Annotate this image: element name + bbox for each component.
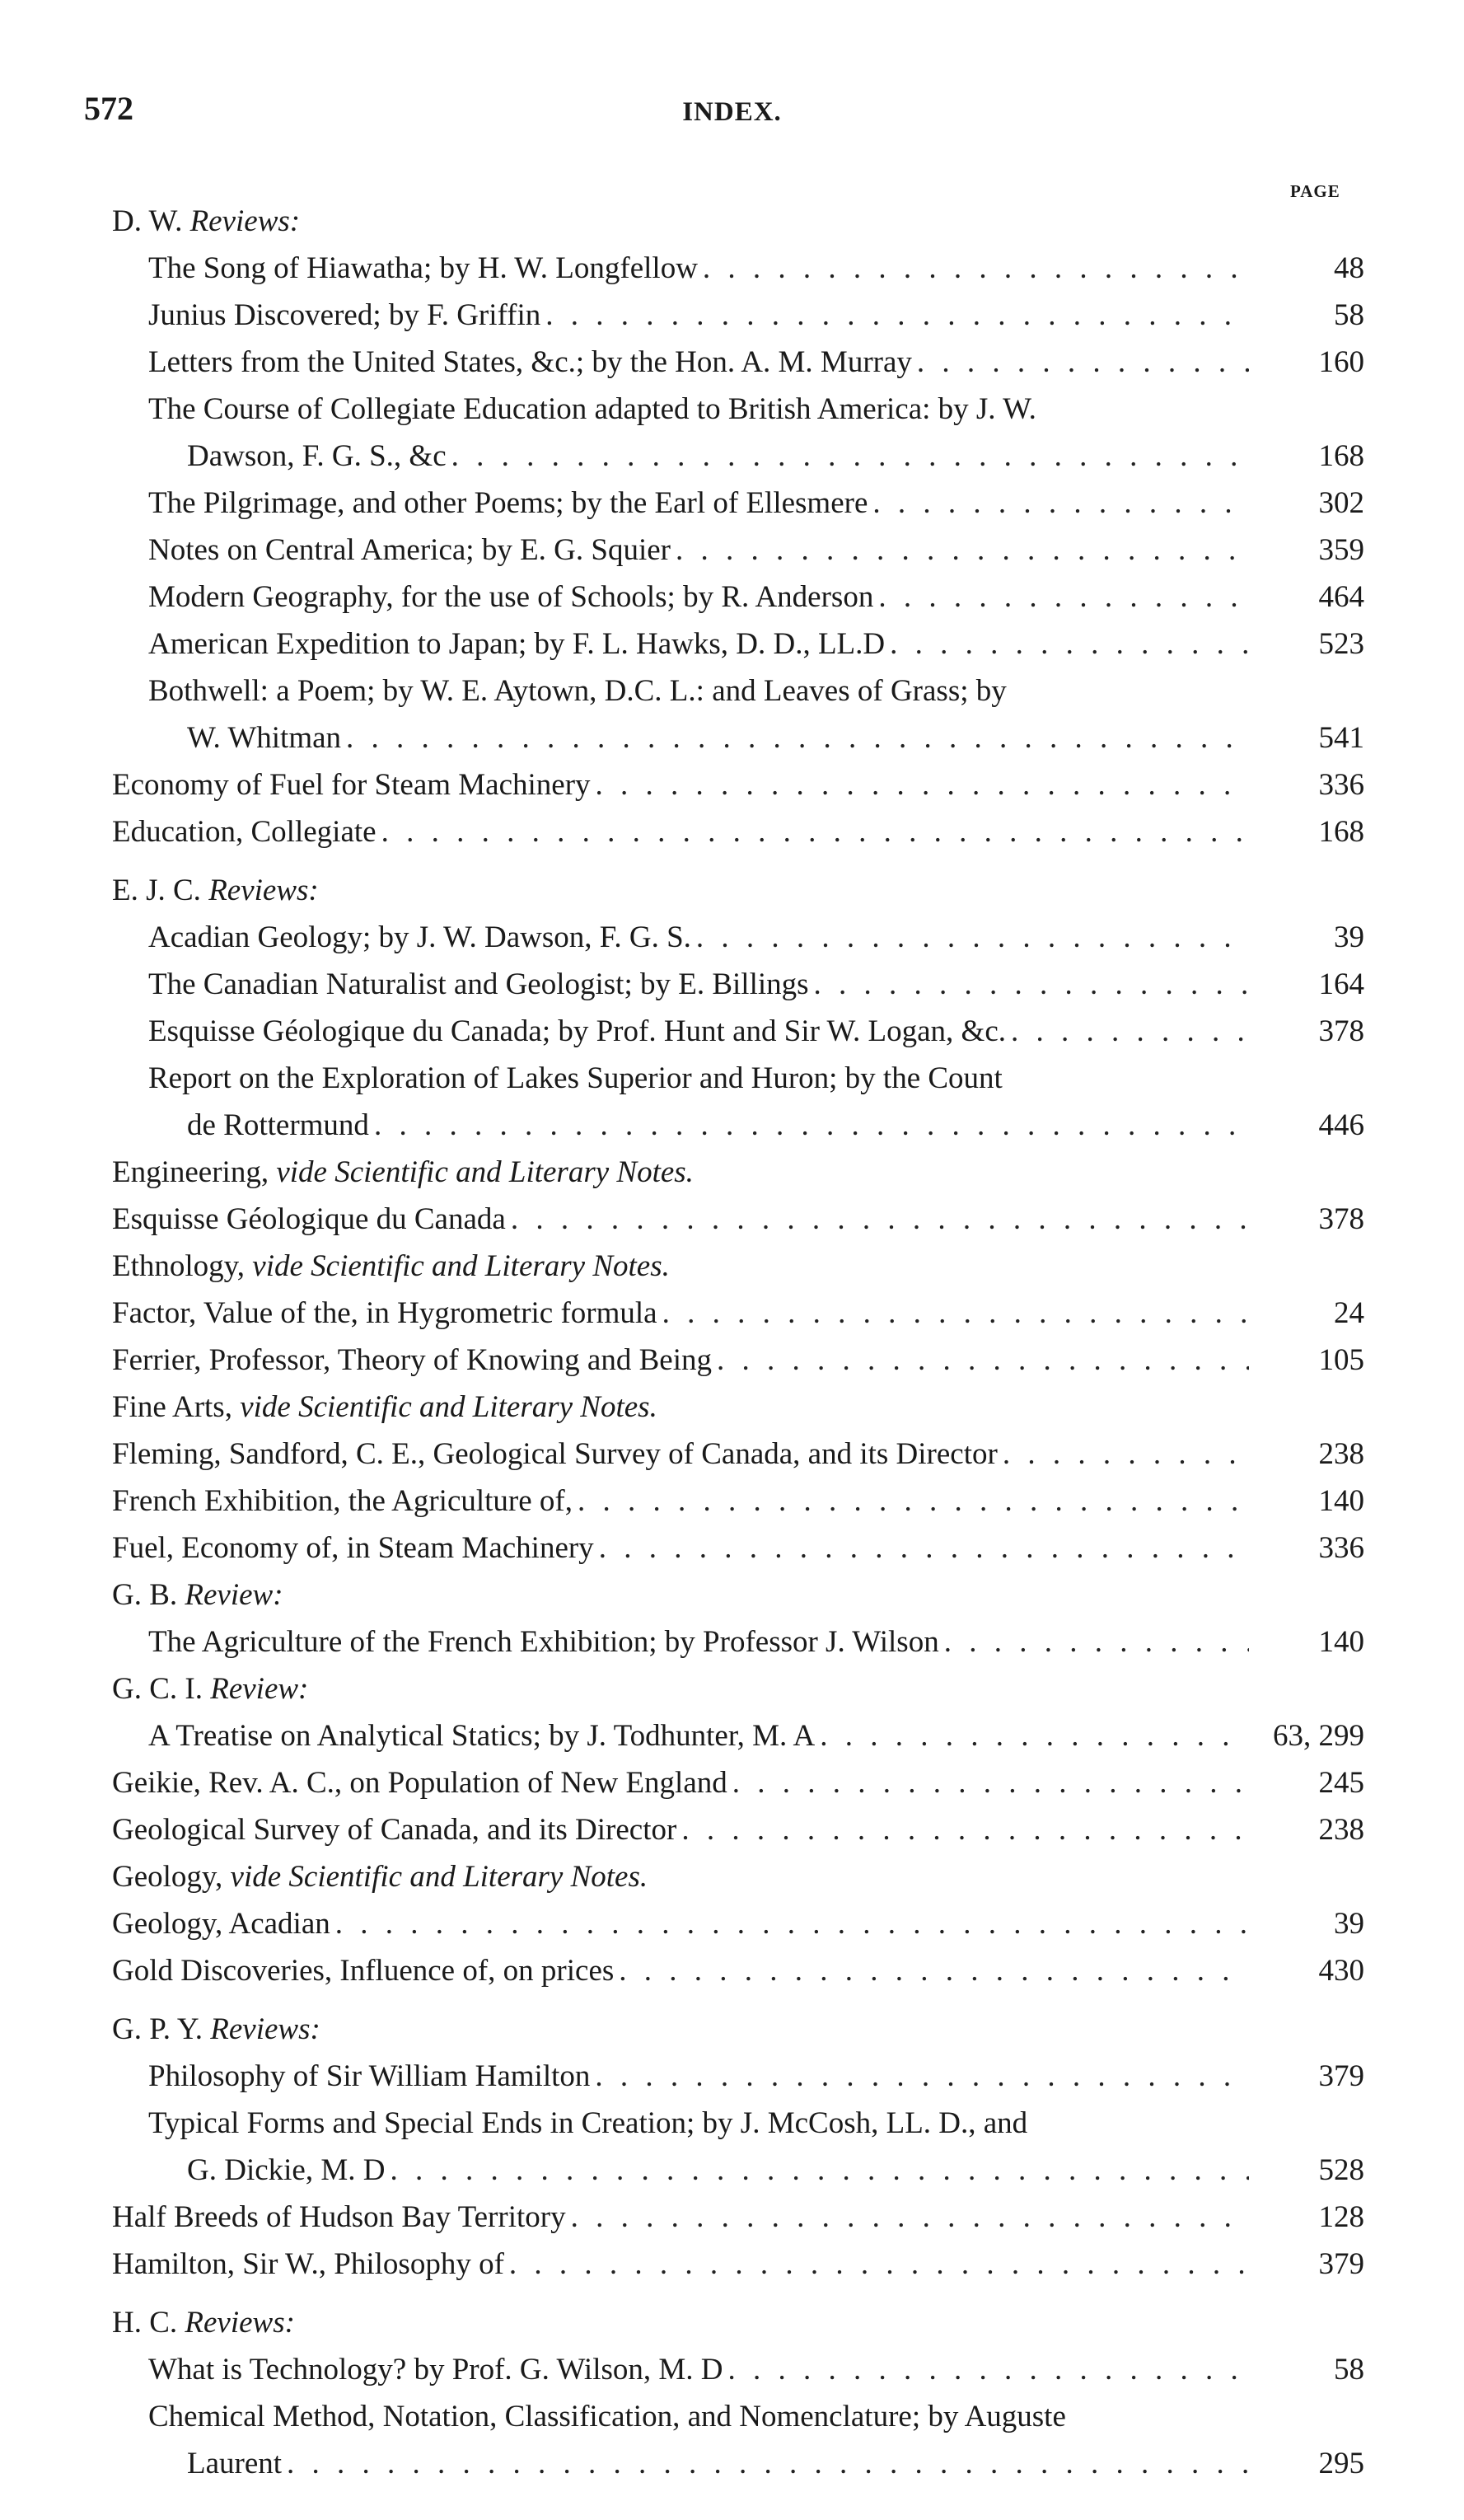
reviewer-initials: G. C. I. (112, 1672, 203, 1706)
entry-text: Laurent (187, 2447, 283, 2480)
entry-text: Engineering, (112, 1155, 269, 1189)
index-entry (112, 2241, 1364, 2288)
page-number: 572 (84, 90, 133, 127)
page-ref: 528 (1318, 2153, 1364, 2187)
index-entry-crossref (112, 1149, 1364, 1196)
entry-text: Bothwell: a Poem; by W. E. Aytown, D.C. L.: and Leaves of Grass; by (148, 674, 1007, 708)
dot-leader (595, 2053, 1249, 2100)
entry-text: Notes on Central America; by E. G. Squier (148, 533, 671, 567)
entry-text: The Song of Hiawatha; by H. W. Longfellow (148, 251, 698, 285)
entry-text: Education, Collegiate (112, 815, 377, 849)
index-entry (112, 1806, 1364, 1853)
index-subentry (112, 1618, 1364, 1665)
page-ref: 105 (1318, 1343, 1364, 1377)
page-ref: 39 (1334, 920, 1364, 954)
dot-leader (599, 1525, 1249, 1571)
reviews-label: Reviews: (208, 874, 319, 907)
reviewer-initials: G. P. Y. (112, 2012, 203, 2046)
index-entry (112, 1900, 1364, 1947)
dot-leader (1011, 1008, 1249, 1055)
dot-leader (681, 1806, 1249, 1853)
page-ref: 295 (1318, 2447, 1364, 2480)
index-subentry (112, 527, 1364, 574)
page-ref: 168 (1318, 439, 1364, 473)
page-ref: 245 (1318, 1766, 1364, 1800)
entry-text: Typical Forms and Special Ends in Creation; by J. McCosh, LL. D., and (148, 2106, 1028, 2140)
page-ref: 58 (1334, 2353, 1364, 2387)
entry-text: Geology, (112, 1860, 223, 1894)
index-subentry (112, 667, 1364, 714)
page-ref: 238 (1318, 1813, 1364, 1847)
page-ref: 523 (1318, 627, 1364, 661)
dot-leader (578, 1478, 1249, 1525)
dot-leader (872, 480, 1249, 527)
index-subentry (112, 386, 1364, 433)
running-head-title: INDEX. (682, 97, 782, 127)
dot-leader (596, 761, 1249, 808)
entry-text: Report on the Exploration of Lakes Superior and Huron; by the Count (148, 1061, 1003, 1095)
entry-text: American Expedition to Japan; by F. L. Hawks, D. D., LL.D (148, 627, 886, 661)
page-ref: 359 (1318, 533, 1364, 567)
page-ref: 63, 299 (1273, 1719, 1364, 1753)
entry-text: Economy of Fuel for Steam Machinery (112, 768, 591, 802)
index-subentry (112, 1712, 1364, 1759)
dot-leader (703, 245, 1249, 292)
dot-leader (878, 574, 1249, 621)
page-ref: 464 (1318, 580, 1364, 614)
entry-text: Fleming, Sandford, C. E., Geological Survey of Canada, and its Director (112, 1437, 998, 1471)
reviews-label: Reviews: (210, 2012, 320, 2046)
index-subentry (112, 714, 1364, 761)
index-subentry (112, 2346, 1364, 2393)
page-ref: 39 (1334, 1907, 1364, 1941)
entry-text: Half Breeds of Hudson Bay Territory (112, 2200, 566, 2234)
dot-leader (717, 1337, 1249, 1384)
page-ref: 48 (1334, 251, 1364, 285)
index-entry-crossref (112, 1243, 1364, 1290)
index-entries (112, 198, 1364, 2487)
entry-text: Junius Discovered; by F. Griffin (148, 298, 541, 332)
dot-leader (374, 1102, 1249, 1149)
reviewer-initials: H. C. (112, 2306, 178, 2340)
reviews-label: Review: (185, 1578, 283, 1612)
index-entry (112, 1478, 1364, 1525)
reviewer-initials: E. J. C. (112, 874, 201, 907)
dot-leader (390, 2147, 1249, 2194)
section-gap (112, 2288, 1364, 2299)
dot-leader (511, 1196, 1249, 1243)
page-ref: 430 (1318, 1954, 1364, 1988)
index-entry (112, 1431, 1364, 1478)
dot-leader (814, 961, 1249, 1008)
reviewer-initials: D. W. (112, 204, 183, 238)
index-entry-crossref (112, 1853, 1364, 1900)
index-subentry (112, 292, 1364, 339)
page-ref: 378 (1318, 1014, 1364, 1048)
entry-text: Acadian Geology; by J. W. Dawson, F. G. S. (148, 920, 691, 954)
index-entry (112, 2194, 1364, 2241)
index-subentry (112, 480, 1364, 527)
dot-leader (820, 1712, 1249, 1759)
page-ref: 541 (1318, 721, 1364, 755)
entry-text: Gold Discoveries, Influence of, on prices (112, 1954, 615, 1988)
entry-text: French Exhibition, the Agriculture of, (112, 1484, 573, 1518)
dot-leader (509, 2241, 1249, 2288)
dot-leader (696, 914, 1249, 961)
index-entry (112, 1947, 1364, 1994)
entry-text: Chemical Method, Notation, Classification, and Nomenclature; by Auguste (148, 2400, 1066, 2433)
section-gap (112, 855, 1364, 867)
index-subentry (112, 621, 1364, 667)
entry-text: Letters from the United States, &c.; by the Hon. A. M. Murray (148, 345, 912, 379)
index-entry (112, 1196, 1364, 1243)
page-column-label: PAGE (1290, 181, 1340, 201)
reviews-label: Reviews: (189, 204, 301, 238)
index-subentry (112, 914, 1364, 961)
index-subentry (112, 2393, 1364, 2440)
index-subentry (112, 1102, 1364, 1149)
dot-leader (662, 1290, 1249, 1337)
dot-leader (676, 527, 1249, 574)
entry-text: Philosophy of Sir William Hamilton (148, 2059, 591, 2093)
page-ref: 379 (1318, 2059, 1364, 2093)
entry-text: Esquisse Géologique du Canada; by Prof. Hunt and Sir W. Logan, &c. (148, 1014, 1007, 1048)
page-ref: 58 (1334, 298, 1364, 332)
entry-text: The Agriculture of the French Exhibition; by Professor J. Wilson (148, 1625, 939, 1659)
index-subentry (112, 339, 1364, 386)
entry-text: The Course of Collegiate Education adapted to British America: by J. W. (148, 392, 1036, 426)
page-ref: 379 (1318, 2247, 1364, 2281)
dot-leader (335, 1900, 1249, 1947)
page-ref: 336 (1318, 768, 1364, 802)
reviewer-heading (112, 867, 1364, 914)
page-ref: 378 (1318, 1202, 1364, 1236)
dot-leader (381, 808, 1249, 855)
entry-text: The Pilgrimage, and other Poems; by the Earl of Ellesmere (148, 486, 868, 520)
cross-reference: vide Scientific and Literary Notes. (276, 1155, 694, 1189)
dot-leader (1003, 1431, 1249, 1478)
entry-text: G. Dickie, M. D (187, 2153, 386, 2187)
entry-text: A Treatise on Analytical Statics; by J. Todhunter, M. A (148, 1719, 816, 1753)
index-entry-crossref (112, 1384, 1364, 1431)
index-subentry (112, 1055, 1364, 1102)
entry-text: The Canadian Naturalist and Geologist; by E. Billings (148, 967, 809, 1001)
index-entry (112, 1759, 1364, 1806)
dot-leader (451, 433, 1249, 480)
cross-reference: vide Scientific and Literary Notes. (230, 1860, 648, 1894)
index-entry (112, 1290, 1364, 1337)
entry-text: Modern Geography, for the use of Schools; by R. Anderson (148, 580, 874, 614)
index-entry (112, 808, 1364, 855)
reviewer-heading (112, 1665, 1364, 1712)
dot-leader (287, 2440, 1249, 2487)
index-entry (112, 1525, 1364, 1571)
entry-text: Geology, Acadian (112, 1907, 330, 1941)
section-gap (112, 1994, 1364, 2006)
entry-text: Fuel, Economy of, in Steam Machinery (112, 1531, 594, 1565)
reviews-label: Review: (210, 1672, 309, 1706)
page-ref: 446 (1318, 1108, 1364, 1142)
reviewer-heading (112, 2299, 1364, 2346)
dot-leader (346, 714, 1249, 761)
page-ref: 140 (1318, 1484, 1364, 1518)
index-subentry (112, 433, 1364, 480)
reviewer-heading (112, 198, 1364, 245)
index-subentry (112, 2100, 1364, 2147)
entry-text: Geikie, Rev. A. C., on Population of New England (112, 1766, 727, 1800)
reviewer-heading (112, 1571, 1364, 1618)
entry-text: W. Whitman (187, 721, 342, 755)
dot-leader (917, 339, 1249, 386)
entry-text: Fine Arts, (112, 1390, 232, 1424)
index-entry (112, 1337, 1364, 1384)
dot-leader (571, 2194, 1249, 2241)
index-subentry (112, 2440, 1364, 2487)
index-subentry (112, 961, 1364, 1008)
entry-text: Esquisse Géologique du Canada (112, 1202, 506, 1236)
page-ref: 160 (1318, 345, 1364, 379)
dot-leader (728, 2346, 1250, 2393)
entry-text: Geological Survey of Canada, and its Director (112, 1813, 677, 1847)
entry-text: Hamilton, Sir W., Philosophy of (112, 2247, 504, 2281)
entry-text: What is Technology? by Prof. G. Wilson, M. D (148, 2353, 723, 2387)
index-subentry (112, 574, 1364, 621)
dot-leader (890, 621, 1249, 667)
page-ref: 128 (1318, 2200, 1364, 2234)
index-entry (112, 761, 1364, 808)
reviewer-initials: G. B. (112, 1578, 178, 1612)
page-ref: 164 (1318, 967, 1364, 1001)
entry-text: Ferrier, Professor, Theory of Knowing and Being (112, 1343, 712, 1377)
index-subentry (112, 1008, 1364, 1055)
entry-text: de Rottermund (187, 1108, 369, 1142)
cross-reference: vide Scientific and Literary Notes. (252, 1249, 670, 1283)
page-ref: 336 (1318, 1531, 1364, 1565)
page-ref: 302 (1318, 486, 1364, 520)
dot-leader (619, 1947, 1249, 1994)
page-ref: 168 (1318, 815, 1364, 849)
entry-text: Dawson, F. G. S., &c (187, 439, 447, 473)
index-subentry (112, 2053, 1364, 2100)
entry-text: Factor, Value of the, in Hygrometric formula (112, 1296, 657, 1330)
reviewer-heading (112, 2006, 1364, 2053)
reviews-label: Reviews: (185, 2306, 295, 2340)
dot-leader (732, 1759, 1249, 1806)
page-ref: 140 (1318, 1625, 1364, 1659)
page-ref: 24 (1334, 1296, 1364, 1330)
entry-text: Ethnology, (112, 1249, 246, 1283)
index-subentry (112, 2147, 1364, 2194)
cross-reference: vide Scientific and Literary Notes. (240, 1390, 657, 1424)
dot-leader (545, 292, 1249, 339)
page-ref: 238 (1318, 1437, 1364, 1471)
dot-leader (944, 1618, 1249, 1665)
index-subentry (112, 245, 1364, 292)
